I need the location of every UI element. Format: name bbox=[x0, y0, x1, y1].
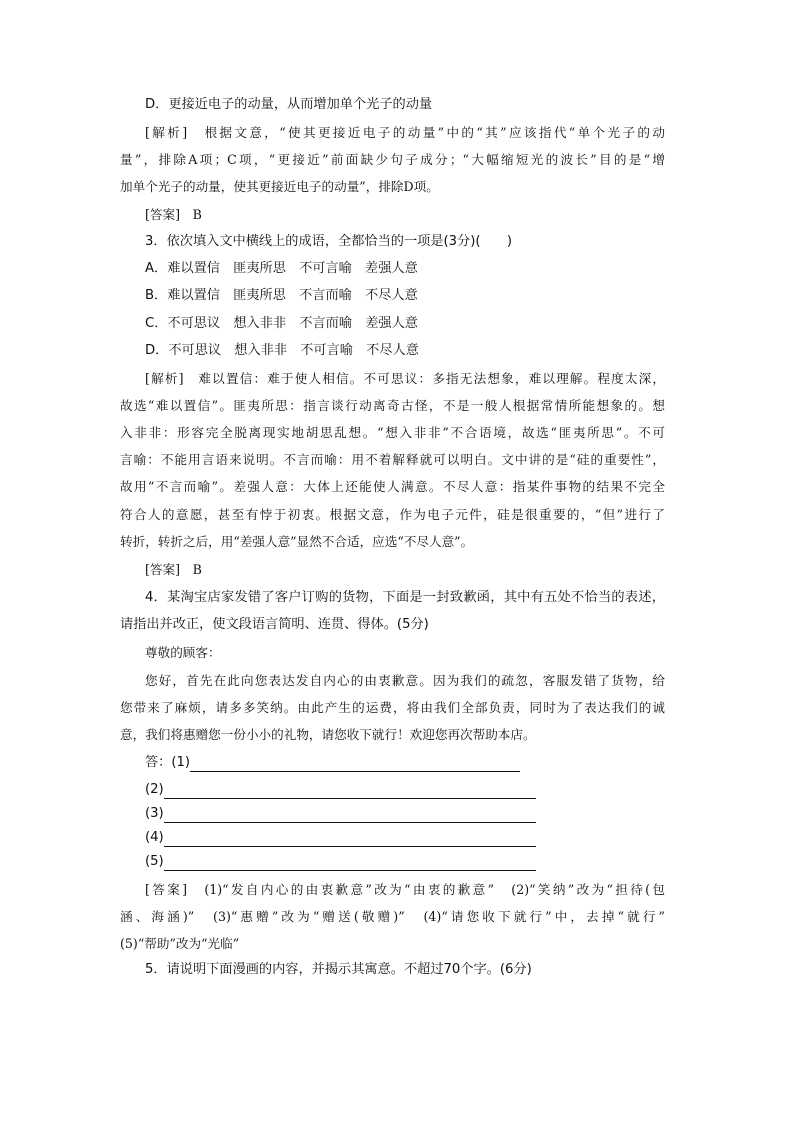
lines-line: 符合人的意愿，甚至有悖于初衷。根据文意，作为电子元件，硅是很重要的，“但”进行了 bbox=[120, 507, 665, 522]
answer-underline[interactable] bbox=[164, 832, 536, 847]
answer-label: (3) bbox=[145, 806, 164, 821]
answer-underline[interactable] bbox=[164, 808, 536, 823]
lines-line: A．难以置信 匪夷所思 不可言喻 差强人意 bbox=[145, 261, 418, 276]
lines-line: 请指出并改正，使文段语言简明、连贯、得体。(5分) bbox=[120, 617, 429, 632]
lines-line: D．更接近电子的动量，从而增加单个光子的动量 bbox=[145, 97, 433, 112]
answer-blank-line[interactable] bbox=[145, 805, 665, 823]
answer-blank-line[interactable] bbox=[145, 829, 665, 847]
lines-line: [解析] 难以置信：难于使人相信。不可思议：多指无法想象，难以理解。程度太深， bbox=[145, 371, 665, 386]
answer-blank-line[interactable] bbox=[145, 781, 665, 799]
answer-label: (4) bbox=[145, 830, 164, 845]
answer-underline[interactable] bbox=[190, 757, 520, 772]
answer-blank-line[interactable] bbox=[145, 853, 665, 871]
tail_lines-line: [答案] (1)“发自内心的由衷歉意”改为“由衷的歉意” (2)“笑纳”改为“担待(包 bbox=[145, 882, 665, 897]
lines-line: 您好，首先在此向您表达发自内心的由衷歉意。因为我们的疏忽，客服发错了货物，给 bbox=[145, 673, 665, 688]
answer-label: (2) bbox=[145, 782, 164, 797]
lines-line: B．难以置信 匪夷所思 不言而喻 不尽人意 bbox=[145, 288, 418, 303]
answer-label: (5) bbox=[145, 854, 164, 869]
lines-line: 加单个光子的动量，使其更接近电子的动量”，排除D项。 bbox=[120, 179, 439, 194]
answer-label: 答：(1) bbox=[145, 755, 191, 770]
lines-line: 尊敬的顾客： bbox=[145, 645, 221, 660]
lines-line: 您带来了麻烦，请多多笑纳。由此产生的运费，将由我们全部负责，同时为了表达我们的诚 bbox=[120, 700, 665, 715]
tail_lines-line: 涵、海涵)” (3)“惠赠”改为“赠送(敬赠)” (4)“请您收下就行”中，去掉“就行” bbox=[120, 909, 665, 924]
tail_lines-line: 5．请说明下面漫画的内容，并揭示其寓意。不超过70个字。(6分) bbox=[145, 962, 532, 977]
lines-line: 转折，转折之后，用“差强人意”显然不合适，应选“不尽人意”。 bbox=[120, 534, 474, 549]
answer-underline[interactable] bbox=[164, 784, 536, 799]
lines-line: [解析] 根据文意，“使其更接近电子的动量”中的“其”应该指代“单个光子的动 bbox=[145, 125, 665, 140]
lines-line: [答案] B bbox=[145, 207, 202, 222]
lines-line: 3．依次填入文中横线上的成语，全都恰当的一项是(3分)( ) bbox=[145, 234, 513, 249]
lines-line: 故用“不言而喻”。差强人意：大体上还能使人满意。不尽人意：指某件事物的结果不完全 bbox=[120, 479, 665, 494]
lines-line: C．不可思议 想入非非 不言而喻 差强人意 bbox=[145, 316, 418, 331]
lines-line: 4．某淘宝店家发错了客户订购的货物，下面是一封致歉函，其中有五处不恰当的表述， bbox=[145, 590, 665, 605]
tail_lines-line: (5)“帮助”改为“光临” bbox=[120, 936, 240, 951]
lines-line: [答案] B bbox=[145, 562, 202, 577]
answer-blank-line[interactable] bbox=[145, 754, 665, 772]
lines-line: 言喻：不能用言语来说明。不言而喻：用不着解释就可以明白。文中讲的是“硅的重要性”， bbox=[120, 452, 665, 467]
lines-line: D．不可思议 想入非非 不可言喻 不尽人意 bbox=[145, 343, 419, 358]
answer-underline[interactable] bbox=[164, 856, 536, 871]
lines-line: 意，我们将惠赠您一份小小的礼物，请您收下就行！欢迎您再次帮助本店。 bbox=[120, 727, 536, 742]
lines-line: 入非非：形容完全脱离现实地胡思乱想。“想入非非”不合语境，故选“匪夷所思”。不可 bbox=[120, 425, 665, 440]
lines-line: 故选“难以置信”。匪夷所思：指言谈行动离奇古怪，不是一般人根据常情所能想象的。想 bbox=[120, 398, 665, 413]
lines-line: 量”，排除A项；C项，“更接近”前面缺少句子成分；“大幅缩短光的波长”目的是“增 bbox=[120, 152, 665, 167]
